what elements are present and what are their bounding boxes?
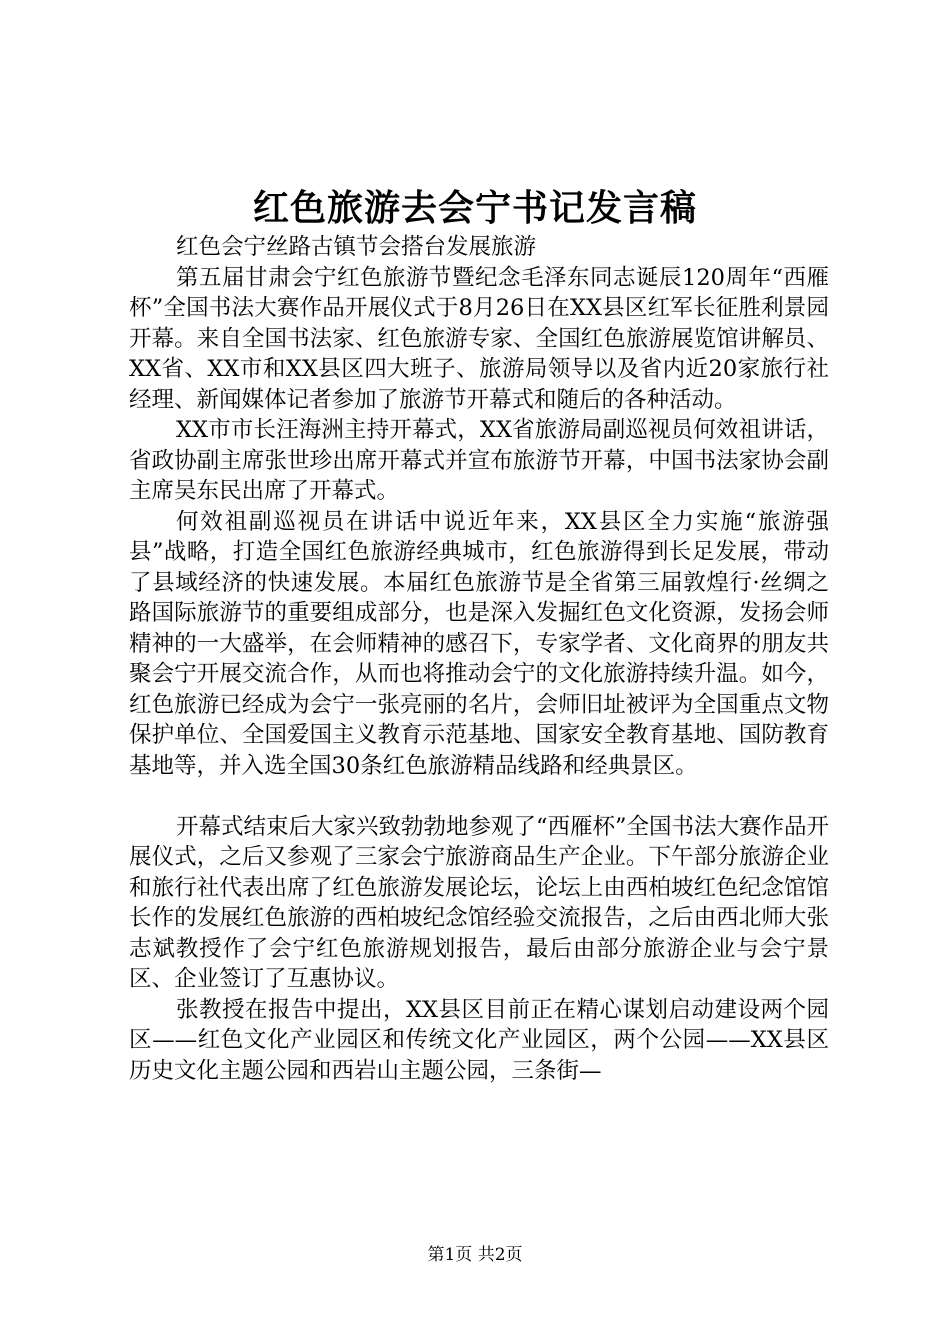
paragraph-3: 何效祖副巡视员在讲话中说近年来，XX县区全力实施“旅游强县”战略，打造全国红色旅游经典城市，红色旅游得到长足发展，带动了县域经济的快速发展。本届红色旅游节是全省第三届敦煌行·丝绸之路国际旅游节的重要组成部分，也是深入发掘红色文化资源，发扬会师精神的一大盛举，在会师精神的感召下，专家学者、文化商界的朋友共聚会宁开展交流合作，从而也将推动会宁的文化旅游持续升温。如今，红色旅游已经成为会宁一张亮丽的名片，会师旧址被评为全国重点文物保护单位、全国爱国主义教育示范基地、国家安全教育基地、国防教育基地等，并入选全国30条红色旅游精品线路和经典景区。 xyxy=(129,508,829,779)
page-footer: 第1页 共2页 xyxy=(427,1245,523,1265)
paragraph-4: 开幕式结束后大家兴致勃勃地参观了“西雁杯”全国书法大赛作品开展仪式，之后又参观了三家会宁旅游商品生产企业。下午部分旅游企业和旅行社代表出席了红色旅游发展论坛，论坛上由西柏坡红色纪念馆馆长作的发展红色旅游的西柏坡纪念馆经验交流报告，之后由西北师大张志斌教授作了会宁红色旅游规划报告，最后由部分旅游企业与会宁景区、企业签订了互惠协议。 xyxy=(129,813,830,992)
paragraph-5: 张教授在报告中提出，XX县区目前正在精心谋划启动建设两个园区——红色文化产业园区和传统文化产业园区，两个公园——XX县区历史文化主题公园和西岩山主题公园，三条街— xyxy=(129,996,829,1084)
document-subtitle: 红色会宁丝路古镇节会搭台发展旅游 xyxy=(176,234,537,260)
document-body xyxy=(129,232,829,1086)
paragraph-2: XX市市长汪海洲主持开幕式，XX省旅游局副巡视员何效祖讲话，省政协副主席张世珍出席开幕式并宣布旅游节开幕，中国书法家协会副主席吴东民出席了开幕式。 xyxy=(129,417,829,504)
paragraph-1: 第五届甘肃会宁红色旅游节暨纪念毛泽东同志诞辰120周年“西雁杯”全国书法大赛作品开展仪式于8月26日在XX县区红军长征胜利景园开幕。来自全国书法家、红色旅游专家、全国红色旅游展览馆讲解员、XX省、XX市和XX县区四大班子、旅游局领导以及省内近20家旅行社经理、新闻媒体记者参加了旅游节开幕式和随后的各种活动。 xyxy=(129,264,829,413)
document-title: 红色旅游去会宁书记发言稿 xyxy=(252,187,697,229)
